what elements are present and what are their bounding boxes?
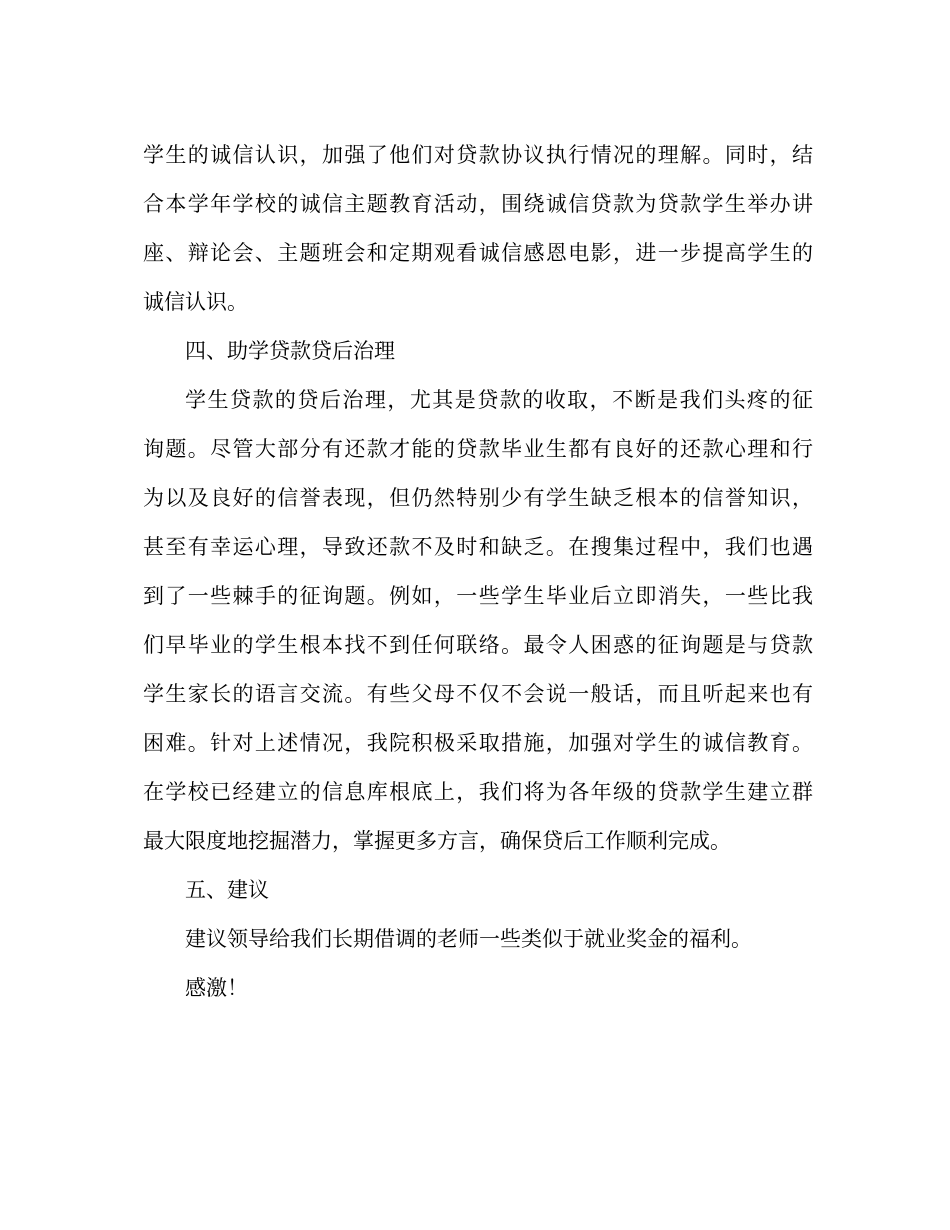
paragraph-suggestion: [143, 915, 813, 964]
text-line: 最大限度地挖掘潜力，掌握更多方言，确保贷后工作顺利完成。: [143, 829, 731, 853]
section-heading-suggestions: [143, 866, 813, 915]
text-line: 座、辩论会、主题班会和定期观看诚信感恩电影，进一步提高学生的: [143, 241, 813, 265]
section-heading: 四、助学贷款贷后治理: [185, 339, 395, 363]
paragraph-thanks: [143, 964, 813, 1013]
text-line: 学生家长的语言交流。有些父母不仅不会说一般话，而且听起来也有: [143, 682, 813, 706]
text-line: 困难。针对上述情况，我院积极采取措施，加强对学生的诚信教育。: [143, 731, 813, 755]
section-heading: 五、建议: [185, 878, 269, 902]
paragraph-integrity-education: [143, 131, 813, 327]
text-line: 甚至有幸运心理，导致还款不及时和缺乏。在搜集过程中，我们也遇: [143, 535, 813, 559]
text-line: 学生贷款的贷后治理，尤其是贷款的收取，不断是我们头疼的征: [185, 388, 813, 412]
text-line: 学生的诚信认识，加强了他们对贷款协议执行情况的理解。同时，结: [143, 143, 813, 167]
text-line: 在学校已经建立的信息库根底上，我们将为各年级的贷款学生建立群: [143, 780, 813, 804]
text-line: 建议领导给我们长期借调的老师一些类似于就业奖金的福利。: [185, 927, 752, 951]
document-body: [143, 131, 813, 1013]
text-line: 们早毕业的学生根本找不到任何联络。最令人困惑的征询题是与贷款: [143, 633, 813, 657]
paragraph-post-loan-management: [143, 376, 813, 866]
text-line: 到了一些棘手的征询题。例如，一些学生毕业后立即消失，一些比我: [143, 584, 813, 608]
text-line: 合本学年学校的诚信主题教育活动，围绕诚信贷款为贷款学生举办讲: [143, 192, 813, 216]
text-line: 为以及良好的信誉表现，但仍然特别少有学生缺乏根本的信誉知识，: [143, 486, 813, 510]
text-line: 询题。尽管大部分有还款才能的贷款毕业生都有良好的还款心理和行: [143, 437, 813, 461]
text-line: 诚信认识。: [143, 290, 248, 314]
text-line: 感激！: [185, 976, 248, 1000]
section-heading-post-loan: [143, 327, 813, 376]
